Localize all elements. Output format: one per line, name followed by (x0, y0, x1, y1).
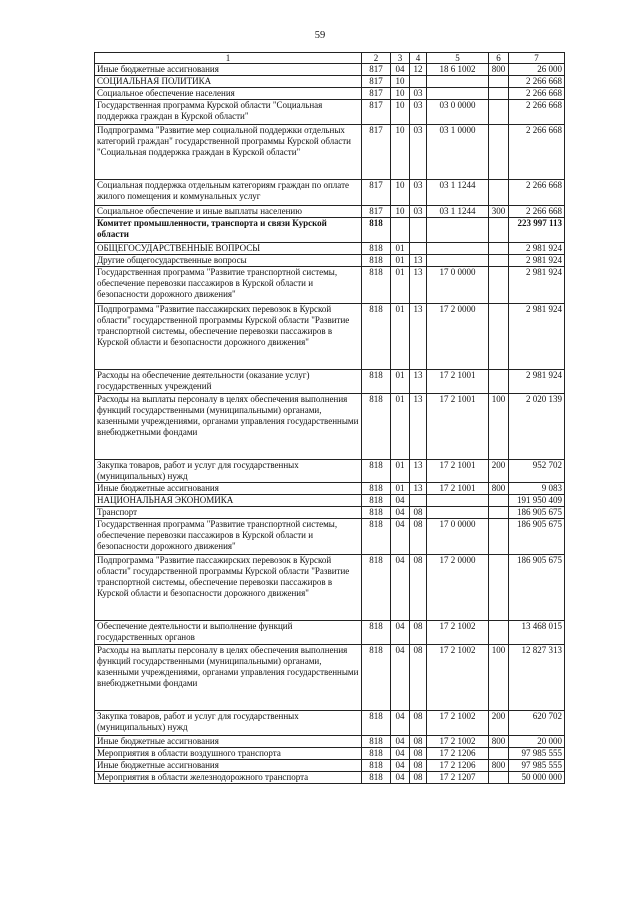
row-amount: 2 981 924 (509, 267, 565, 304)
row-grbs: 818 (362, 394, 391, 460)
row-amount: 2 020 139 (509, 394, 565, 460)
row-target-article: 17 2 1207 (427, 772, 489, 784)
row-target-article: 17 2 1002 (427, 645, 489, 711)
row-section: 04 (391, 555, 410, 621)
row-section: 01 (391, 460, 410, 483)
row-subsection (410, 243, 427, 255)
row-amount: 2 981 924 (509, 243, 565, 255)
row-subsection: 12 (410, 64, 427, 76)
row-subsection: 03 (410, 100, 427, 125)
row-amount: 2 981 924 (509, 370, 565, 394)
row-target-article: 17 2 1206 (427, 748, 489, 760)
row-target-article (427, 243, 489, 255)
table-row (95, 519, 565, 555)
row-amount: 952 702 (509, 460, 565, 483)
table-row (95, 267, 565, 304)
row-grbs: 818 (362, 218, 391, 243)
row-name: Другие общегосударственные вопросы (95, 255, 362, 267)
row-section: 04 (391, 64, 410, 76)
row-target-article (427, 255, 489, 267)
table-row (95, 100, 565, 125)
row-grbs: 818 (362, 304, 391, 370)
row-name: Государственная программа Курской области "Социальная поддержка граждан в Курской области" (95, 100, 362, 125)
table-header-row (95, 53, 565, 64)
row-expense-type (489, 519, 509, 555)
row-grbs: 818 (362, 267, 391, 304)
col-header-expense-type: 6 (489, 53, 509, 64)
row-name: Закупка товаров, работ и услуг для государственных (муниципальных) нужд (95, 460, 362, 483)
row-expense-type (489, 243, 509, 255)
row-target-article: 17 2 1001 (427, 460, 489, 483)
row-amount: 2 266 668 (509, 125, 565, 180)
row-section: 04 (391, 495, 410, 507)
table-row (95, 64, 565, 76)
row-grbs: 818 (362, 370, 391, 394)
row-target-article: 17 2 1001 (427, 370, 489, 394)
col-header-amount: 7 (509, 53, 565, 64)
row-name: ОБЩЕГОСУДАРСТВЕННЫЕ ВОПРОСЫ (95, 243, 362, 255)
row-target-article: 03 1 0000 (427, 125, 489, 180)
row-grbs: 818 (362, 736, 391, 748)
row-target-article: 03 1 1244 (427, 180, 489, 206)
table-row (95, 304, 565, 370)
row-section: 04 (391, 748, 410, 760)
row-amount: 186 905 675 (509, 519, 565, 555)
table-row (95, 218, 565, 243)
row-grbs: 818 (362, 507, 391, 519)
row-name: Иные бюджетные ассигнования (95, 736, 362, 748)
row-name: Обеспечение деятельности и выполнение функций государственных органов (95, 621, 362, 645)
row-section: 04 (391, 507, 410, 519)
row-section: 10 (391, 100, 410, 125)
table-row (95, 621, 565, 645)
row-expense-type: 200 (489, 460, 509, 483)
row-amount: 20 000 (509, 736, 565, 748)
row-section: 10 (391, 76, 410, 88)
row-name: Социальная поддержка отдельным категориям граждан по оплате жилого помещения и коммунальных услуг (95, 180, 362, 206)
row-subsection: 03 (410, 88, 427, 100)
row-grbs: 818 (362, 645, 391, 711)
row-name: Подпрограмма "Развитие мер социальной поддержки отдельных категорий граждан" государственной программы Курской области "Социальная поддержка граждан в Курской области" (95, 125, 362, 180)
row-amount: 223 997 113 (509, 218, 565, 243)
page-number: 59 (314, 30, 326, 41)
row-grbs: 818 (362, 255, 391, 267)
budget-table (94, 52, 565, 784)
table-row (95, 483, 565, 495)
row-name: СОЦИАЛЬНАЯ ПОЛИТИКА (95, 76, 362, 88)
row-amount: 26 000 (509, 64, 565, 76)
row-amount: 2 266 668 (509, 88, 565, 100)
row-grbs: 818 (362, 621, 391, 645)
row-section: 04 (391, 621, 410, 645)
row-name: Закупка товаров, работ и услуг для государственных (муниципальных) нужд (95, 711, 362, 736)
row-grbs: 817 (362, 88, 391, 100)
row-subsection: 08 (410, 736, 427, 748)
row-name: Иные бюджетные ассигнования (95, 483, 362, 495)
row-section: 10 (391, 206, 410, 218)
table-row (95, 555, 565, 621)
row-grbs: 818 (362, 555, 391, 621)
row-section: 01 (391, 243, 410, 255)
row-target-article: 17 2 0000 (427, 555, 489, 621)
row-section: 01 (391, 304, 410, 370)
row-amount: 186 905 675 (509, 507, 565, 519)
row-subsection: 08 (410, 772, 427, 784)
row-grbs: 817 (362, 125, 391, 180)
row-expense-type (489, 370, 509, 394)
row-name: Иные бюджетные ассигнования (95, 64, 362, 76)
row-section: 01 (391, 370, 410, 394)
row-name: Подпрограмма "Развитие пассажирских перевозок в Курской области" государственной программы Курской области "Развитие транспортной системы, обеспечение перевозки пассажиров в Курской области и безопасности дорожного движения" (95, 304, 362, 370)
row-grbs: 818 (362, 519, 391, 555)
row-name: Транспорт (95, 507, 362, 519)
col-header-target-article: 5 (427, 53, 489, 64)
row-section: 01 (391, 394, 410, 460)
row-subsection (410, 76, 427, 88)
row-name: Социальное обеспечение населения (95, 88, 362, 100)
row-subsection: 08 (410, 711, 427, 736)
row-expense-type (489, 507, 509, 519)
row-subsection: 03 (410, 125, 427, 180)
row-section: 01 (391, 267, 410, 304)
row-expense-type: 800 (489, 483, 509, 495)
row-grbs: 817 (362, 100, 391, 125)
row-target-article: 17 2 0000 (427, 304, 489, 370)
row-name: Мероприятия в области железнодорожного транспорта (95, 772, 362, 784)
row-expense-type (489, 555, 509, 621)
row-expense-type: 200 (489, 711, 509, 736)
row-subsection: 13 (410, 267, 427, 304)
row-grbs: 818 (362, 483, 391, 495)
table-row (95, 394, 565, 460)
row-grbs: 817 (362, 64, 391, 76)
row-name: Мероприятия в области воздушного транспорта (95, 748, 362, 760)
row-amount: 2 981 924 (509, 304, 565, 370)
table-row (95, 736, 565, 748)
row-subsection: 08 (410, 507, 427, 519)
row-amount: 50 000 000 (509, 772, 565, 784)
row-name: Социальное обеспечение и иные выплаты населению (95, 206, 362, 218)
row-subsection: 08 (410, 621, 427, 645)
row-expense-type (489, 100, 509, 125)
row-expense-type: 100 (489, 645, 509, 711)
row-subsection: 13 (410, 370, 427, 394)
row-section: 04 (391, 736, 410, 748)
row-amount: 191 950 409 (509, 495, 565, 507)
row-expense-type (489, 218, 509, 243)
row-grbs: 818 (362, 243, 391, 255)
row-subsection (410, 495, 427, 507)
table-row (95, 507, 565, 519)
row-target-article (427, 88, 489, 100)
row-grbs: 818 (362, 711, 391, 736)
table-row (95, 495, 565, 507)
row-expense-type (489, 304, 509, 370)
row-target-article (427, 76, 489, 88)
table-row (95, 255, 565, 267)
row-target-article: 17 2 1206 (427, 760, 489, 772)
row-grbs: 818 (362, 772, 391, 784)
row-target-article: 03 1 1244 (427, 206, 489, 218)
row-subsection: 08 (410, 645, 427, 711)
row-grbs: 818 (362, 760, 391, 772)
row-subsection: 13 (410, 255, 427, 267)
row-section (391, 218, 410, 243)
table-row (95, 88, 565, 100)
table-row (95, 760, 565, 772)
row-expense-type (489, 88, 509, 100)
row-expense-type: 800 (489, 736, 509, 748)
col-header-subsection: 4 (410, 53, 427, 64)
col-header-grbs: 2 (362, 53, 391, 64)
row-amount: 13 468 015 (509, 621, 565, 645)
row-target-article (427, 507, 489, 519)
row-subsection: 08 (410, 760, 427, 772)
row-target-article: 17 2 1001 (427, 483, 489, 495)
row-amount: 2 981 924 (509, 255, 565, 267)
row-target-article: 17 0 0000 (427, 519, 489, 555)
row-subsection: 13 (410, 394, 427, 460)
row-name: Подпрограмма "Развитие пассажирских перевозок в Курской области" государственной программы Курской области "Развитие транспортной системы, обеспечение перевозки пассажиров в Курской области и безопасности дорожного движения" (95, 555, 362, 621)
row-amount: 620 702 (509, 711, 565, 736)
row-section: 01 (391, 255, 410, 267)
row-subsection: 08 (410, 555, 427, 621)
row-expense-type (489, 125, 509, 180)
table-row (95, 772, 565, 784)
row-subsection: 13 (410, 304, 427, 370)
row-target-article: 17 2 1002 (427, 736, 489, 748)
row-target-article: 18 6 1002 (427, 64, 489, 76)
row-subsection: 13 (410, 483, 427, 495)
table-row (95, 206, 565, 218)
col-header-section: 3 (391, 53, 410, 64)
row-expense-type: 800 (489, 64, 509, 76)
row-name: Комитет промышленности, транспорта и связи Курской области (95, 218, 362, 243)
row-section: 04 (391, 772, 410, 784)
row-name: Расходы на выплаты персоналу в целях обеспечения выполнения функций государственными (муниципальными) органами, казенными учреждениями, органами управления государственными внебюджетными фондами (95, 645, 362, 711)
row-expense-type (489, 772, 509, 784)
row-section: 04 (391, 645, 410, 711)
row-grbs: 818 (362, 495, 391, 507)
row-section: 04 (391, 711, 410, 736)
row-section: 10 (391, 180, 410, 206)
row-name: Расходы на выплаты персоналу в целях обеспечения выполнения функций государственными (муниципальными) органами, казенными учреждениями, органами управления государственными внебюджетными фондами (95, 394, 362, 460)
row-section: 04 (391, 760, 410, 772)
row-name: Государственная программа "Развитие транспортной системы, обеспечение перевозки пассажиров в Курской области и безопасности дорожного движения" (95, 267, 362, 304)
row-amount: 2 266 668 (509, 76, 565, 88)
row-amount: 2 266 668 (509, 206, 565, 218)
row-expense-type (489, 76, 509, 88)
row-amount: 97 985 555 (509, 748, 565, 760)
row-section: 04 (391, 519, 410, 555)
table-row (95, 76, 565, 88)
row-grbs: 818 (362, 460, 391, 483)
row-name: Государственная программа "Развитие транспортной системы, обеспечение перевозки пассажиров в Курской области и безопасности дорожного движения" (95, 519, 362, 555)
table-row (95, 460, 565, 483)
table-row (95, 748, 565, 760)
row-grbs: 817 (362, 180, 391, 206)
row-expense-type (489, 495, 509, 507)
table-row (95, 711, 565, 736)
row-amount: 186 905 675 (509, 555, 565, 621)
row-expense-type (489, 180, 509, 206)
table-row (95, 370, 565, 394)
row-name: Иные бюджетные ассигнования (95, 760, 362, 772)
row-amount: 2 266 668 (509, 100, 565, 125)
row-target-article: 03 0 0000 (427, 100, 489, 125)
row-target-article: 17 0 0000 (427, 267, 489, 304)
row-expense-type: 100 (489, 394, 509, 460)
row-subsection: 13 (410, 460, 427, 483)
row-subsection (410, 218, 427, 243)
row-target-article: 17 2 1002 (427, 621, 489, 645)
col-header-name: 1 (95, 53, 362, 64)
row-amount: 9 083 (509, 483, 565, 495)
row-expense-type (489, 748, 509, 760)
table-row (95, 125, 565, 180)
row-expense-type: 300 (489, 206, 509, 218)
row-name: НАЦИОНАЛЬНАЯ ЭКОНОМИКА (95, 495, 362, 507)
row-amount: 12 827 313 (509, 645, 565, 711)
row-expense-type (489, 267, 509, 304)
row-section: 01 (391, 483, 410, 495)
row-section: 10 (391, 125, 410, 180)
row-grbs: 817 (362, 206, 391, 218)
row-target-article (427, 218, 489, 243)
row-expense-type: 800 (489, 760, 509, 772)
row-section: 10 (391, 88, 410, 100)
row-grbs: 817 (362, 76, 391, 88)
row-subsection: 08 (410, 748, 427, 760)
row-target-article: 17 2 1002 (427, 711, 489, 736)
row-name: Расходы на обеспечение деятельности (оказание услуг) государственных учреждений (95, 370, 362, 394)
row-subsection: 03 (410, 180, 427, 206)
row-grbs: 818 (362, 748, 391, 760)
table-row (95, 180, 565, 206)
table-row (95, 243, 565, 255)
row-expense-type (489, 255, 509, 267)
row-target-article: 17 2 1001 (427, 394, 489, 460)
row-subsection: 03 (410, 206, 427, 218)
row-expense-type (489, 621, 509, 645)
row-target-article (427, 495, 489, 507)
row-subsection: 08 (410, 519, 427, 555)
row-amount: 2 266 668 (509, 180, 565, 206)
row-amount: 97 985 555 (509, 760, 565, 772)
table-row (95, 645, 565, 711)
